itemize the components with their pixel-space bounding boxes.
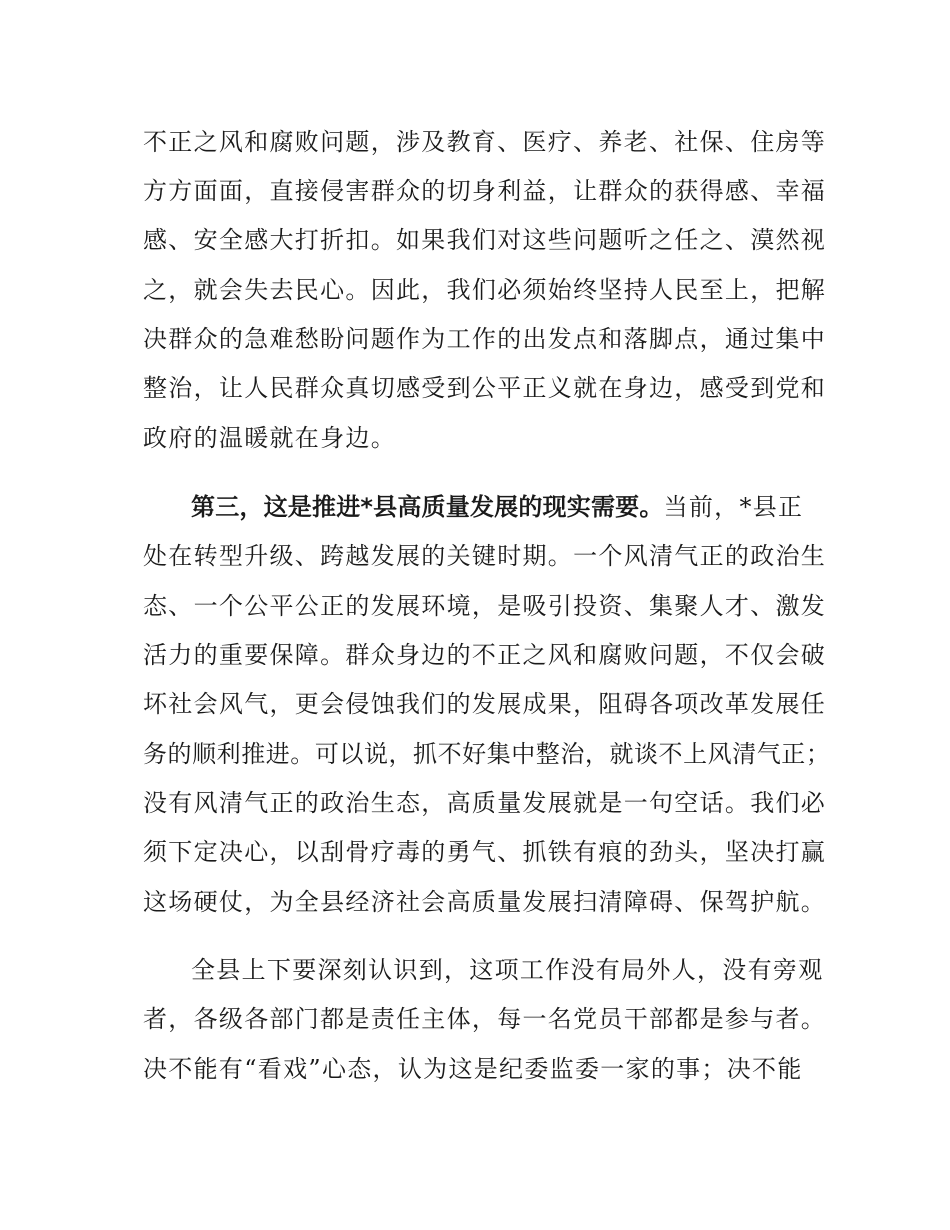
paragraph-line: 处在转型升级、跨越发展的关键时期。一个风清气正的政治生 <box>143 542 827 570</box>
paragraph-first-line-text: 当前，*县正 <box>663 493 804 521</box>
paragraph-line: 之，就会失去民心。因此，我们必须始终坚持人民至上，把解 <box>143 276 827 304</box>
paragraph-line: 坏社会风气，更会侵蚀我们的发展成果，阻碍各项改革发展任 <box>143 690 827 718</box>
paragraph-line: 决不能有“看戏”心态，认为这是纪委监委一家的事；决不能 <box>143 1055 803 1083</box>
paragraph-line: 活力的重要保障。群众身边的不正之风和腐败问题，不仅会破 <box>143 641 827 669</box>
paragraph-line: 感、安全感大打折扣。如果我们对这些问题听之任之、漠然视 <box>143 226 827 254</box>
paragraph-line: 不正之风和腐败问题，涉及教育、医疗、养老、社保、住房等 <box>143 128 827 156</box>
paragraph-line: 态、一个公平公正的发展环境，是吸引投资、集聚人才、激发 <box>143 592 827 620</box>
paragraph-line: 方方面面，直接侵害群众的切身利益，让群众的获得感、幸福 <box>143 177 827 205</box>
paragraph-line: 决群众的急难愁盼问题作为工作的出发点和落脚点，通过集中 <box>143 325 827 353</box>
paragraph-line: 须下定决心，以刮骨疗毒的勇气、抓铁有痕的劲头，坚决打赢 <box>143 838 827 866</box>
paragraph-line: 这场硬仗，为全县经济社会高质量发展扫清障碍、保驾护航。 <box>143 888 827 916</box>
paragraph-line: 整治，让人民群众真切感受到公平正义就在身边，感受到党和 <box>143 374 827 402</box>
paragraph-line: 务的顺利推进。可以说，抓不好集中整治，就谈不上风清气正； <box>143 740 831 768</box>
paragraph-line: 政府的温暖就在身边。 <box>143 424 396 452</box>
paragraph-line: 者，各级各部门都是责任主体，每一名党员干部都是参与者。 <box>143 1005 827 1033</box>
paragraph-heading: 第三，这是推进*县高质量发展的现实需要。 <box>191 493 664 521</box>
paragraph-first-line <box>191 487 833 527</box>
paragraph-line: 全县上下要深刻认识到，这项工作没有局外人，没有旁观 <box>191 956 824 984</box>
paragraph-line: 没有风清气正的政治生态，高质量发展就是一句空话。我们必 <box>143 789 827 817</box>
